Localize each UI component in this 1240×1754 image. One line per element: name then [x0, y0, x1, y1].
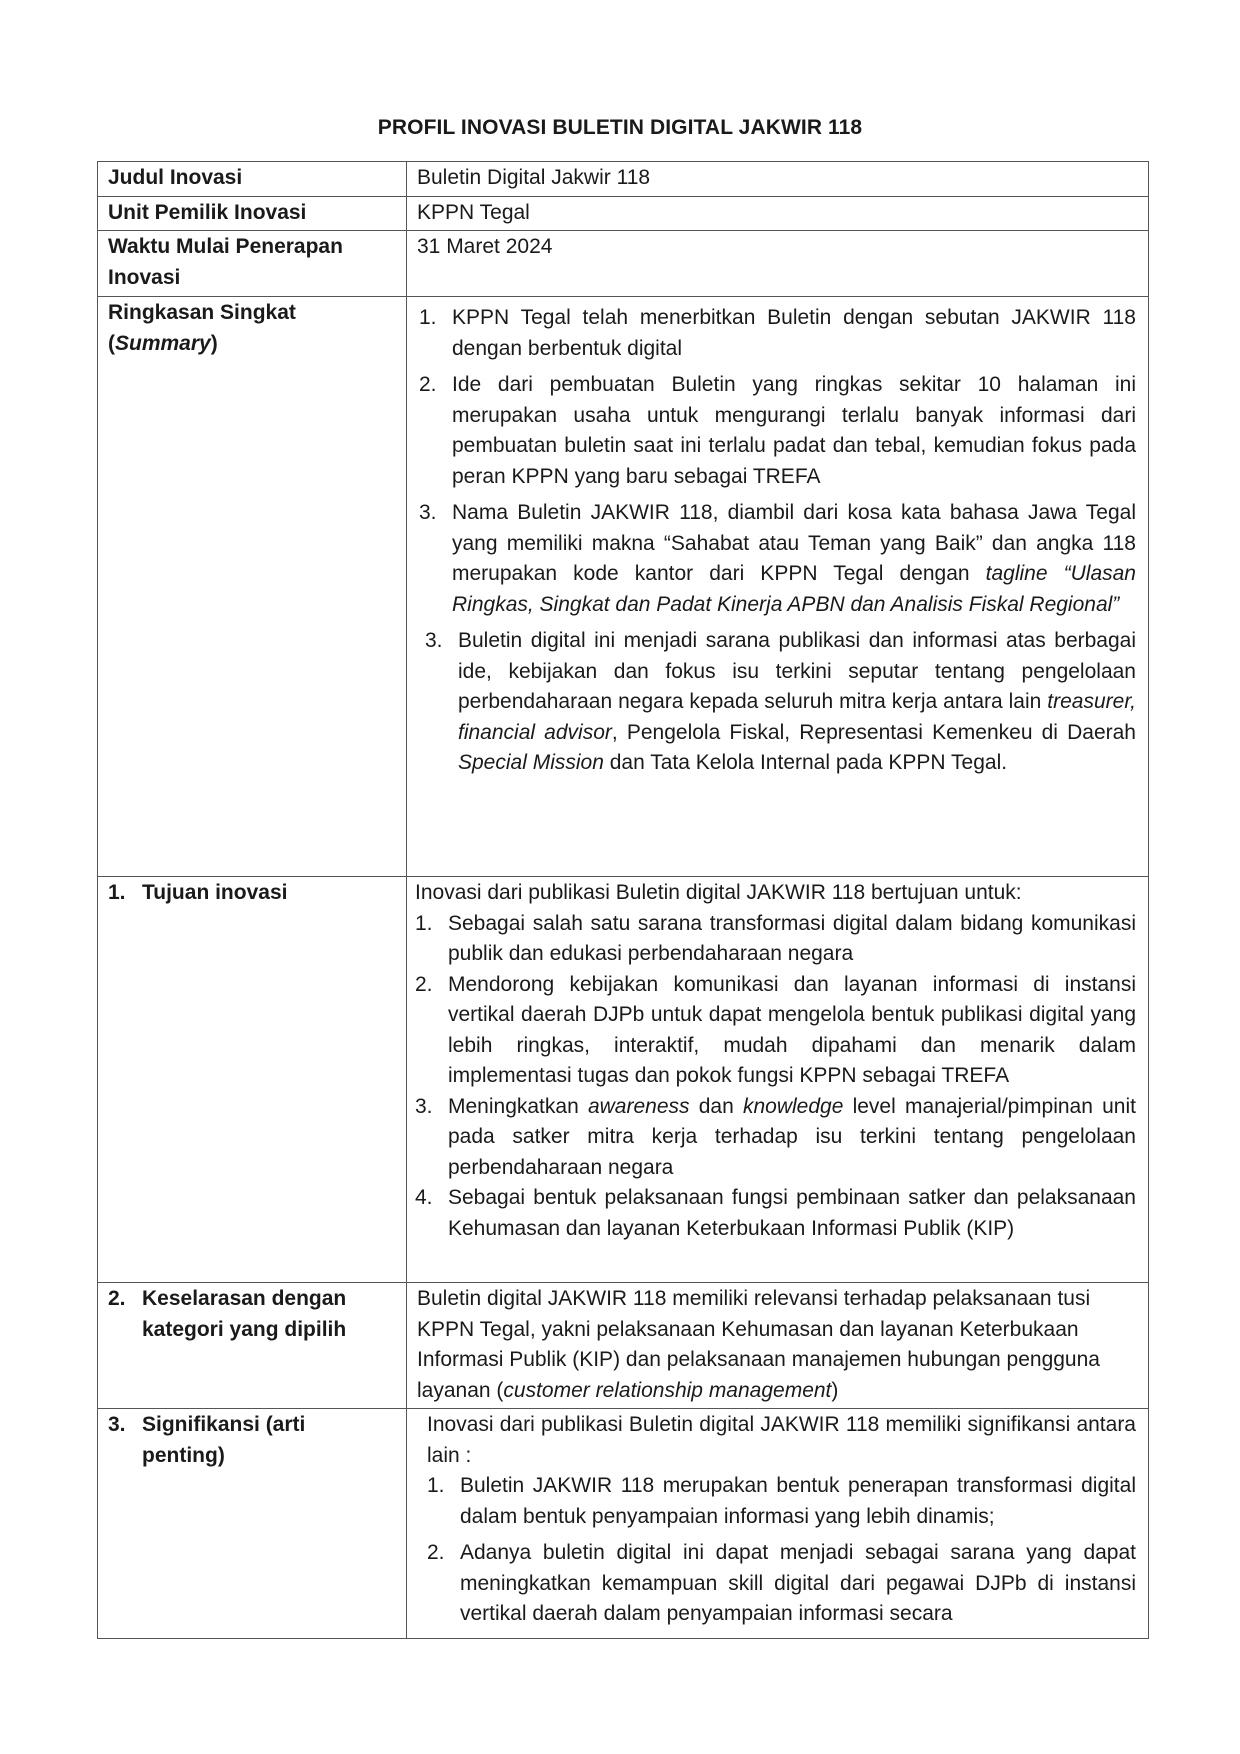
list-item: 4. Sebagai bentuk pelaksanaan fungsi pembinaan satker dan pelaksanaan Kehumasan dan layanan Keterbukaan Informasi Publik (KIP)	[415, 1186, 1136, 1240]
list-item: 3. Buletin digital ini menjadi sarana publikasi dan informasi atas berbagai ide, kebijakan dan fokus isu terkini seputar tentang pengelolaan perbendaharaan negara kepada seluruh mitra kerja antara lain treasurer, financial advisor, Pengelola Fiskal, Representasi Kemenkeu di Daerah Special Mission dan Tata Kelola Internal pada KPPN Tegal.	[425, 629, 1136, 774]
list-item: 3. Nama Buletin JAKWIR 118, diambil dari kosa kata bahasa Jawa Tegal yang memiliki makna “Sahabat atau Teman yang Baik” dan angka 118 merupakan kode kantor dari KPPN Tegal dengan tagline “Ulasan Ringkas, Singkat dan Padat Kinerja APBN dan Analisis Fiskal Regional”	[419, 501, 1136, 616]
row-keselarasan	[98, 1283, 1149, 1409]
value-unit: KPPN Tegal	[407, 196, 1149, 231]
label-ringkasan-line2: (Summary)	[108, 331, 218, 355]
row-ringkasan	[98, 297, 1149, 877]
label-ringkasan	[98, 297, 407, 877]
label-waktu	[98, 231, 407, 297]
summary-list	[419, 303, 1136, 779]
value-tujuan	[407, 877, 1149, 1283]
row-signifikansi	[98, 1409, 1149, 1639]
value-waktu: 31 Maret 2024	[407, 231, 1149, 297]
list-item: 1. KPPN Tegal telah menerbitkan Buletin dengan sebutan JAKWIR 118 dengan berbentuk digital	[419, 306, 1136, 360]
label-unit: Unit Pemilik Inovasi	[98, 196, 407, 231]
list-item: 1. Sebagai salah satu sarana transformasi digital dalam bidang komunikasi publik dan edukasi perbendaharaan negara	[415, 911, 1136, 965]
label-signifikansi: 3. Signifikansi (arti penting)	[98, 1409, 407, 1639]
innovation-profile-table	[97, 161, 1149, 1639]
label-keselarasan: 2. Keselarasan dengan kategori yang dipilih	[98, 1283, 407, 1409]
label-tujuan: 1. Tujuan inovasi	[98, 877, 407, 1283]
document-title: PROFIL INOVASI BULETIN DIGITAL JAKWIR 118	[377, 116, 863, 139]
list-item: 2. Mendorong kebijakan komunikasi dan layanan informasi di instansi vertikal daerah DJPb untuk dapat mengelola bentuk publikasi digital yang lebih ringkas, interaktif, mudah dipahami dan menarik dalam implementasi tugas dan pokok fungsi KPPN sebagai TREFA	[415, 972, 1136, 1087]
row-judul	[98, 162, 1149, 197]
label-waktu-line1: Waktu Mulai Penerapan	[108, 235, 343, 258]
list-item: 2. Ide dari pembuatan Buletin yang ringkas sekitar 10 halaman ini merupakan usaha untuk mengurangi terlalu banyak informasi dari pembuatan buletin saat ini terlalu padat dan tebal, kemudian fokus pada peran KPPN yang baru sebagai TREFA	[419, 373, 1136, 488]
tujuan-intro: Inovasi dari publikasi Buletin digital JAKWIR 118 bertujuan untuk:	[415, 881, 1022, 904]
signifikansi-list	[427, 1471, 1136, 1630]
value-ringkasan	[407, 297, 1149, 877]
label-waktu-line2: Inovasi	[108, 265, 181, 289]
list-item: 3. Meningkatkan awareness dan knowledge level manajerial/pimpinan unit pada satker mitra kerja terhadap isu terkini tentang pengelolaan perbendaharaan negara	[415, 1094, 1136, 1179]
value-signifikansi	[407, 1409, 1149, 1639]
tujuan-list	[415, 909, 1136, 1245]
label-ringkasan-line1: Ringkasan Singkat	[108, 301, 296, 324]
list-item: 2. Adanya buletin digital ini dapat menjadi sebagai sarana yang dapat meningkatkan kemampuan skill digital dari pegawai DJPb di instansi vertikal daerah dalam penyampaian informasi secara	[427, 1541, 1136, 1625]
signifikansi-intro: Inovasi dari publikasi Buletin digital JAKWIR 118 memiliki signifikansi antara lain :	[427, 1413, 1136, 1467]
row-tujuan	[98, 877, 1149, 1283]
value-judul: Buletin Digital Jakwir 118	[407, 162, 1149, 197]
list-item: 1. Buletin JAKWIR 118 merupakan bentuk penerapan transformasi digital dalam bentuk penyampaian informasi yang lebih dinamis;	[427, 1474, 1136, 1528]
value-keselarasan: Buletin digital JAKWIR 118 memiliki relevansi terhadap pelaksanaan tusi KPPN Tegal, yakni pelaksanaan Kehumasan dan layanan Keterbukaan Informasi Publik (KIP) dan pelaksanaan manajemen hubungan pengguna layanan (customer relationship management)	[407, 1283, 1149, 1409]
label-judul: Judul Inovasi	[98, 162, 407, 197]
row-unit	[98, 196, 1149, 231]
row-waktu	[98, 231, 1149, 297]
